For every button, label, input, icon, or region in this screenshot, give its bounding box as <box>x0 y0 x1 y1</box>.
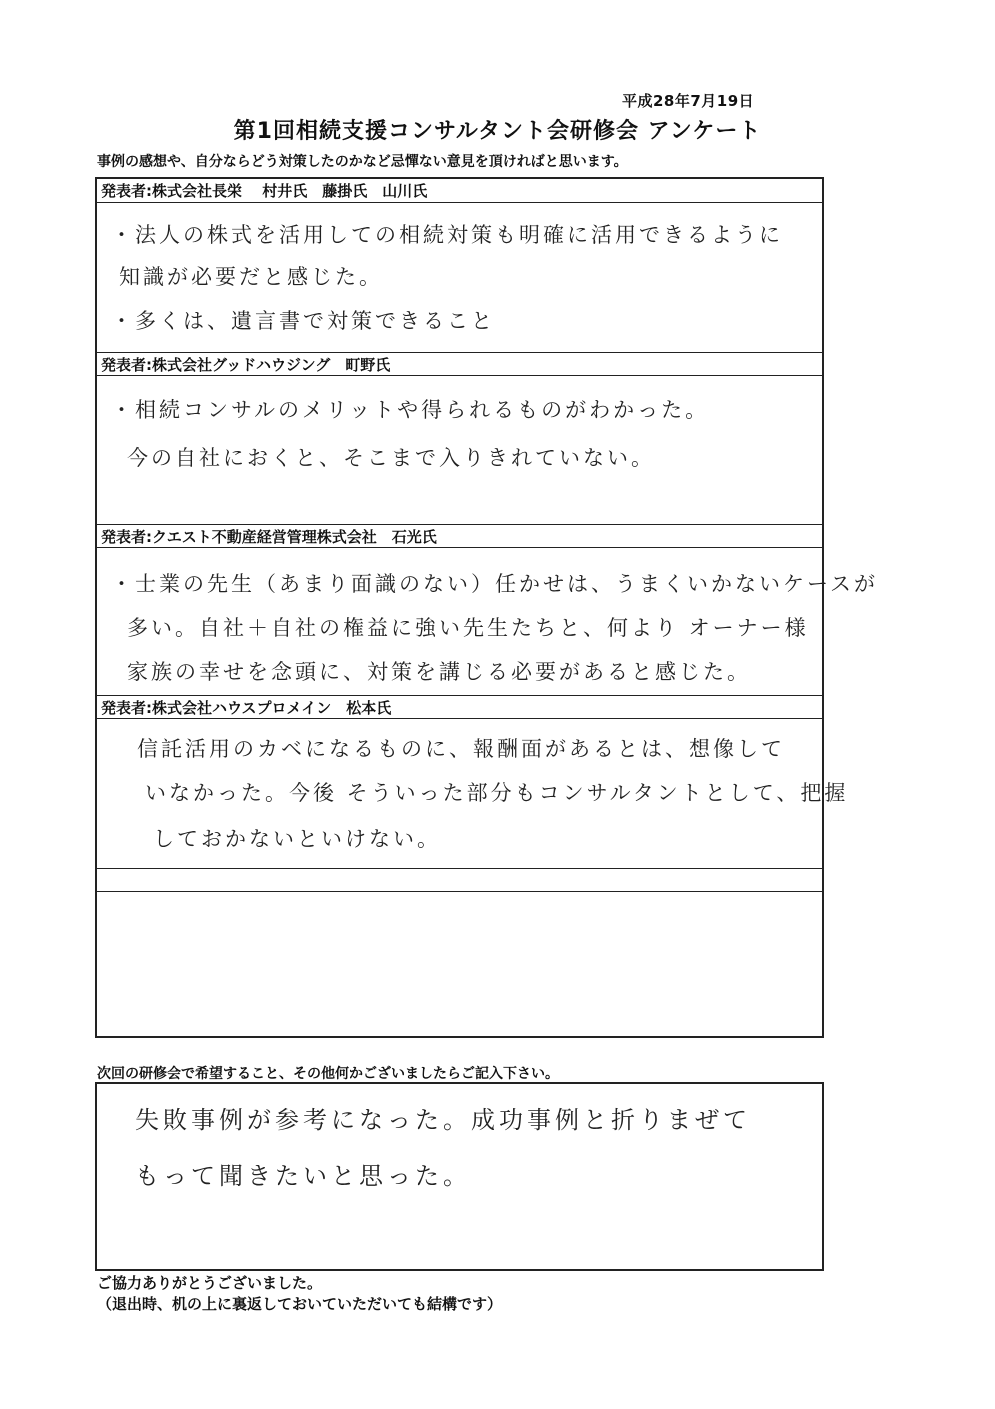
answer-line: ・法人の株式を活用しての相続対策も明確に活用できるように <box>111 223 783 247</box>
return-note: （退出時、机の上に裏返しておいていただいても結構です） <box>97 1295 503 1313</box>
section-answer-2[interactable] <box>97 376 822 526</box>
section-header-4: 発表者:株式会社ハウスプロメイン 松本氏 <box>97 695 822 719</box>
answer-line: ・多くは、遺言書で対策できること <box>111 309 495 333</box>
answer-line: 多い。自社＋自社の権益に強い先生たちと、何より オーナー様 <box>127 616 809 640</box>
next-seminar-answer[interactable] <box>95 1082 824 1271</box>
answer-line: もって聞きたいと思った。 <box>135 1162 471 1190</box>
answer-line: いなかった。今後 そういった部分もコンサルタントとして、把握 <box>145 781 849 805</box>
section-header-3: 発表者:クエスト不動産経営管理株式会社 石光氏 <box>97 524 822 548</box>
section-answer-3[interactable] <box>97 548 878 698</box>
answer-line: ・士業の先生（あまり面識のない）任かせは、うまくいかないケースが <box>111 572 878 596</box>
divider <box>97 868 822 869</box>
answer-line: ・相続コンサルのメリットや得られるものがわかった。 <box>111 398 710 422</box>
date: 平成28年7月19日 <box>622 92 755 110</box>
thanks-text: ご協力ありがとうございました。 <box>97 1274 323 1292</box>
answer-line: 失敗事例が参考になった。成功事例と折りまぜて <box>135 1106 751 1134</box>
divider <box>97 891 822 892</box>
survey-table <box>95 177 878 1038</box>
intro-text: 事例の感想や、自分ならどう対策したのかなど忌憚ない意見を頂ければと思います。 <box>97 154 628 170</box>
answer-line: しておかないといけない。 <box>153 827 441 851</box>
answer-line: 家族の幸せを念頭に、対策を講じる必要があると感じた。 <box>127 660 751 684</box>
next-seminar-label: 次回の研修会で希望すること、その他何かございましたらご記入下さい。 <box>97 1066 559 1082</box>
answer-line: 今の自社におくと、そこまで入りきれていない。 <box>127 446 655 470</box>
page-title: 第1回相続支援コンサルタント会研修会 アンケート <box>233 119 762 144</box>
section-answer-4[interactable] <box>97 719 849 869</box>
empty-answer-area[interactable] <box>97 893 822 1036</box>
section-header-2: 発表者:株式会社グッドハウジング 町野氏 <box>97 352 822 376</box>
section-answer-1[interactable] <box>97 203 822 353</box>
section-header-1: 発表者:株式会社長栄 村井氏 藤掛氏 山川氏 <box>97 179 822 203</box>
answer-line: 知識が必要だと感じた。 <box>119 265 383 289</box>
answer-line: 信託活用のカベになるものに、報酬面があるとは、想像して <box>137 737 785 761</box>
